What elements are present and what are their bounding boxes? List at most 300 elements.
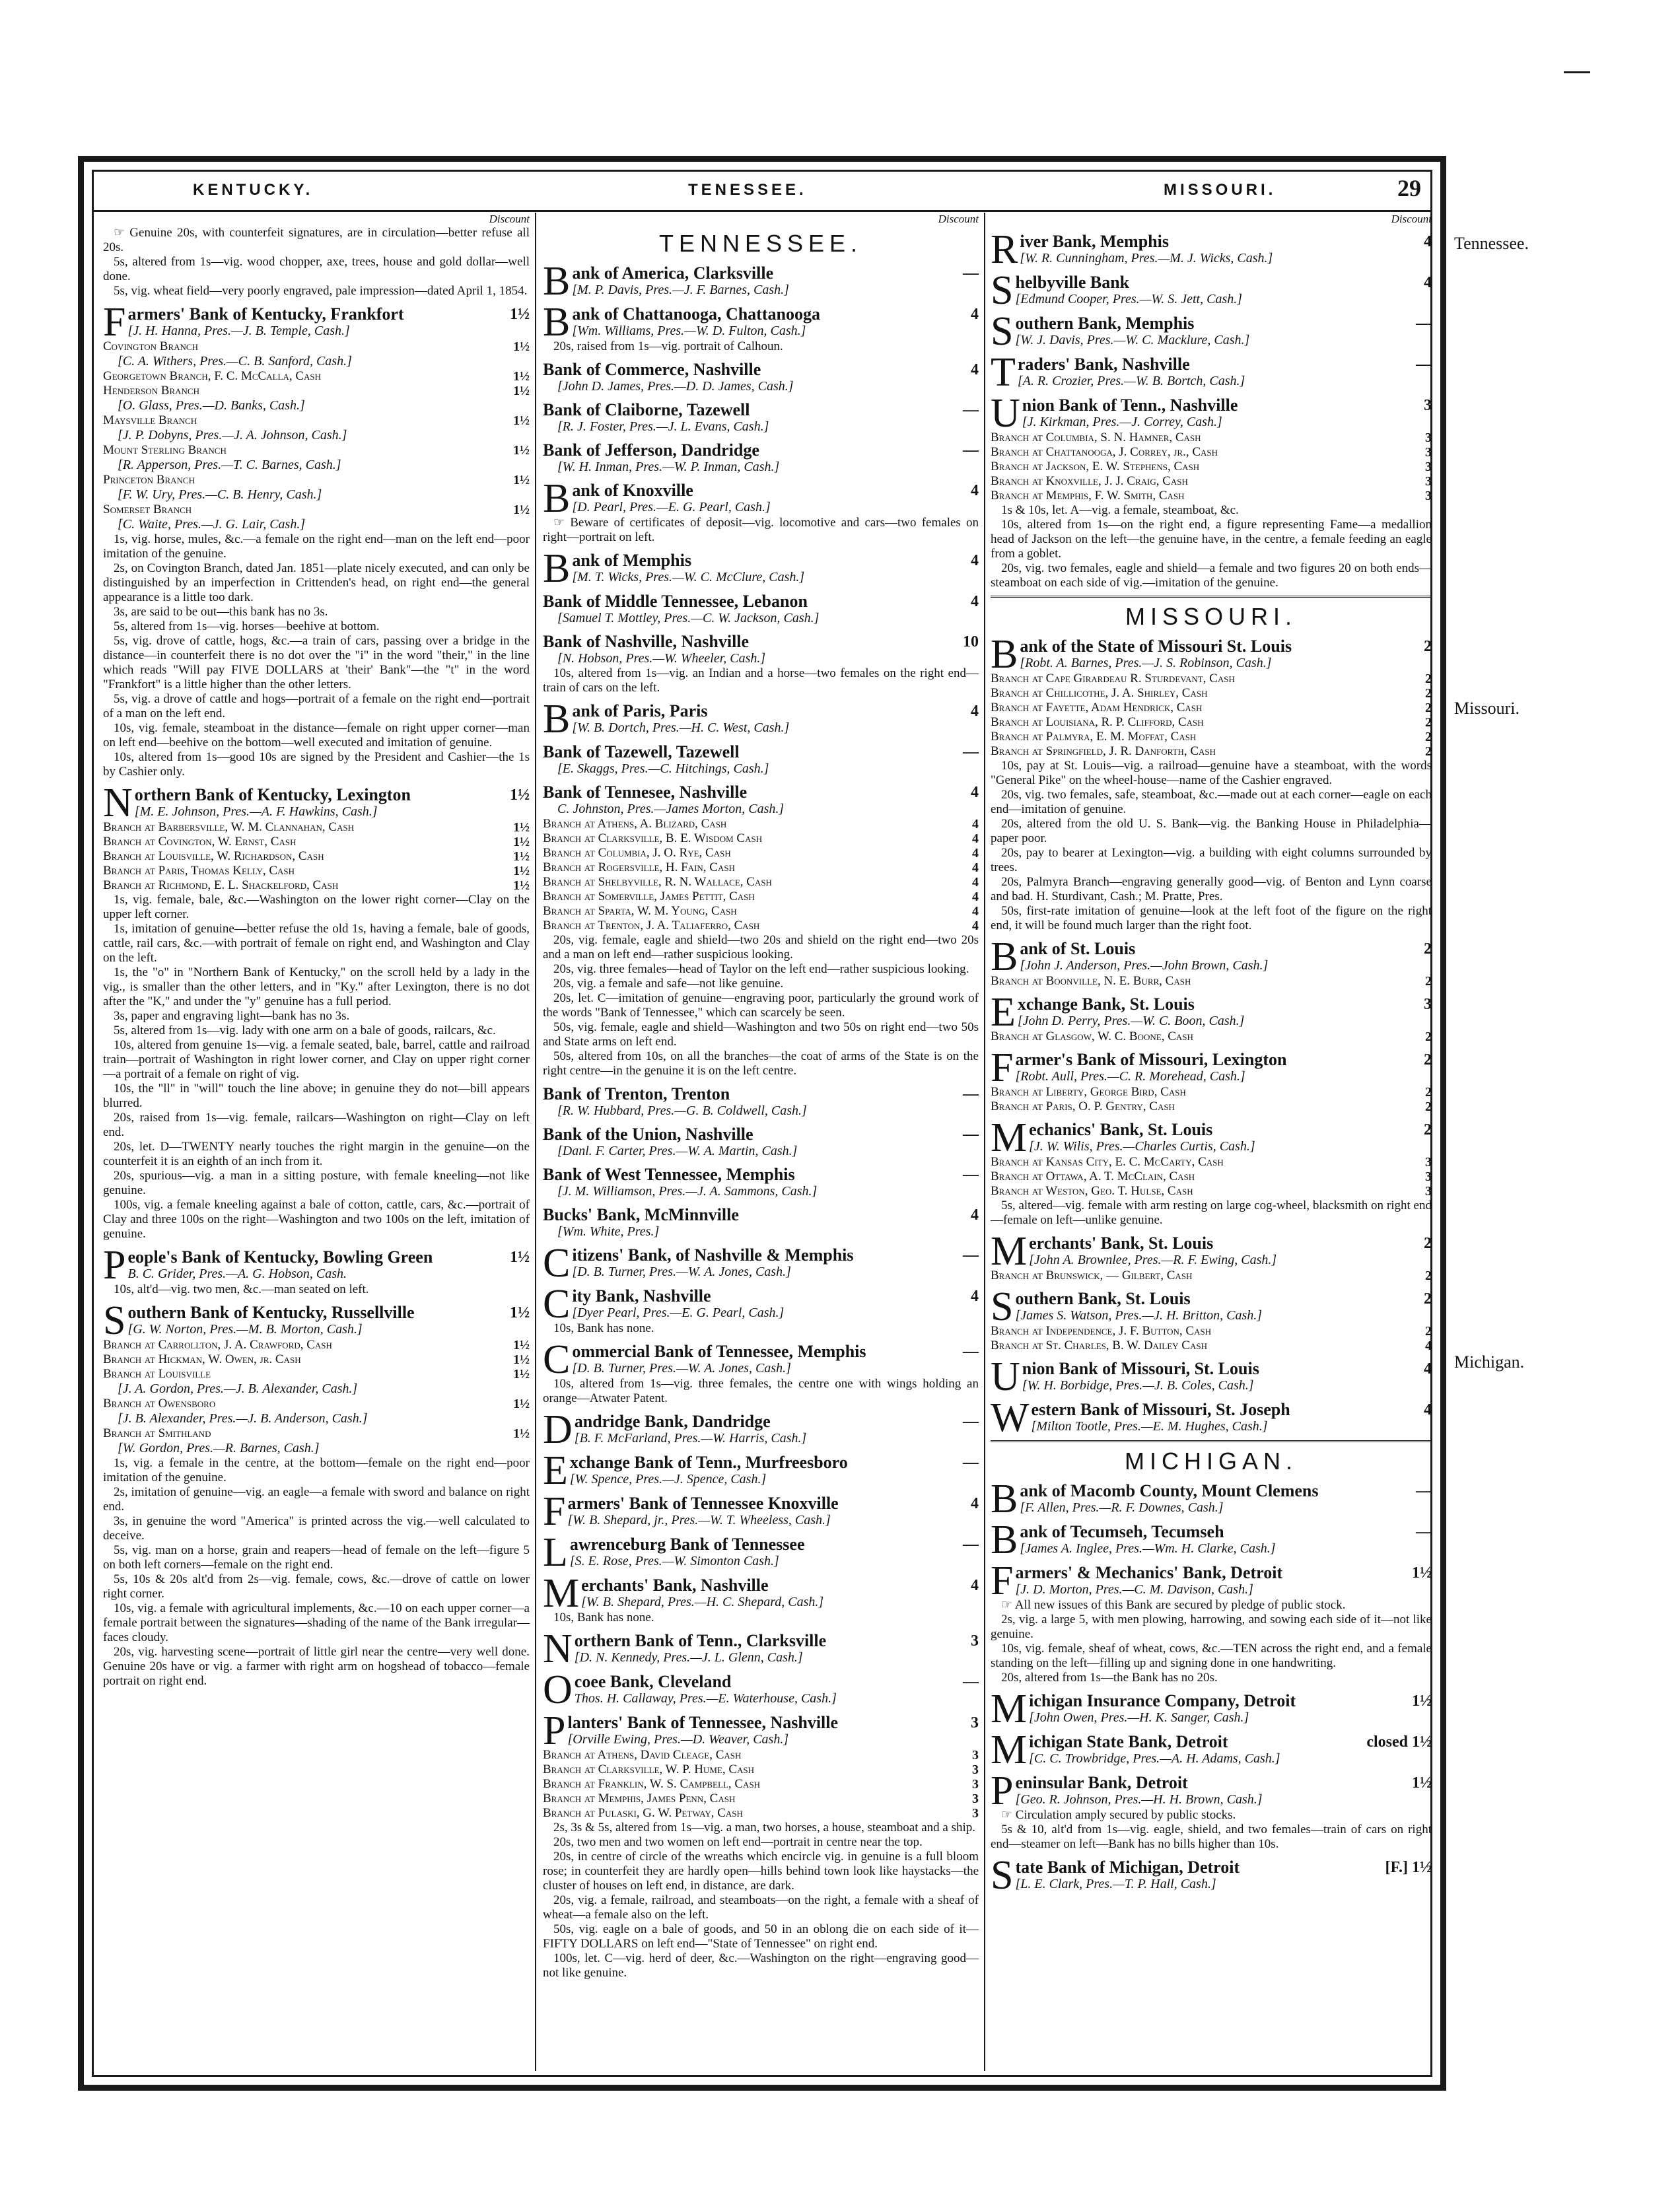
counterfeit-note: 5s, altered from 1s—vig. lady with one arm on a bale of goods, railcars, &c.	[114, 1024, 496, 1037]
bank-initial: S	[991, 309, 1014, 354]
bank-entry	[991, 934, 1432, 979]
branch-row	[543, 1748, 979, 1763]
bank-initial: S	[991, 268, 1014, 313]
branch-officers: [C. A. Withers, Pres.—C. B. Sanford, Cash.]	[118, 354, 352, 368]
bank-officers: [J. D. Morton, Pres.—C. M. Davison, Cash.]	[1015, 1582, 1253, 1597]
branch-rate: 1½	[513, 1397, 530, 1411]
bank-name: nion Bank of Missouri, St. Louis	[1022, 1359, 1259, 1378]
branch-name: Branch at Glasgow, W. C. Boone, Cash	[991, 1030, 1193, 1043]
bank-entry	[991, 309, 1432, 354]
bank-initial: C	[543, 1241, 571, 1286]
bank-initial: F	[991, 1045, 1014, 1090]
branch-rate: 4	[972, 919, 979, 933]
branch-name: Branch at Smithland	[103, 1426, 211, 1440]
branch-rate: 3	[1425, 431, 1432, 445]
counterfeit-note: 10s, Bank has none.	[553, 1611, 654, 1624]
branch-officers: [W. Gordon, Pres.—R. Barnes, Cash.]	[118, 1441, 320, 1455]
bank-officers: [G. W. Norton, Pres.—M. B. Morton, Cash.]	[127, 1322, 363, 1337]
branch-rate: 1½	[513, 384, 530, 398]
bank-officers: C. Johnston, Pres.—James Morton, Cash.]	[557, 802, 785, 816]
bank-name: armer's Bank of Missouri, Lexington	[1015, 1050, 1287, 1069]
bank-entry	[543, 633, 979, 666]
branch-row	[991, 1100, 1432, 1114]
bank-entry	[991, 1229, 1432, 1274]
branch-row	[991, 686, 1432, 701]
bank-entry	[543, 1571, 979, 1616]
branch-rate: 3	[1425, 1169, 1432, 1184]
branch-row	[543, 817, 979, 831]
bank-initial: P	[991, 1768, 1014, 1813]
branch-row	[103, 503, 530, 517]
branch-row	[991, 445, 1432, 460]
section-title-tennessee: TENNESSEE.	[658, 230, 863, 257]
branch-name: Branch at Pulaski, G. W. Petway, Cash	[543, 1806, 743, 1820]
bank-initial: L	[543, 1530, 568, 1575]
bank-initial: C	[543, 1337, 571, 1382]
page-number: 29	[1397, 175, 1421, 201]
bank-officers: [D. Pearl, Pres.—E. G. Pearl, Cash.]	[572, 500, 771, 514]
bank-entry	[543, 441, 979, 475]
bank-name: ank of Chattanooga, Chattanooga	[572, 304, 820, 324]
bank-officers: [M. P. Davis, Pres.—J. F. Barnes, Cash.]	[572, 283, 789, 297]
bank-initial: N	[103, 781, 133, 825]
bank-officers: [F. Allen, Pres.—R. F. Downes, Cash.]	[1020, 1500, 1224, 1515]
branch-rate: 2	[1425, 744, 1432, 759]
branch-row	[543, 919, 979, 933]
bank-name-line	[543, 441, 979, 460]
discount-label: Discount	[938, 213, 979, 225]
bank-initial: B	[991, 632, 1018, 677]
bank-officers: [John J. Anderson, Pres.—John Brown, Cash.]	[1020, 958, 1269, 973]
bank-name: ank of Paris, Paris	[572, 701, 708, 720]
bank-rate: 4	[1424, 233, 1432, 250]
bank-name: ank of Knoxville	[572, 481, 693, 500]
branch-row	[991, 1030, 1432, 1044]
bank-name: ank of Memphis	[572, 551, 691, 570]
bank-initial: E	[543, 1448, 568, 1493]
branch-row	[543, 1806, 979, 1821]
bank-initial: E	[991, 990, 1016, 1035]
bank-officers: [Geo. R. Johnson, Pres.—H. H. Brown, Cash.]	[1015, 1792, 1263, 1807]
bank-officers: [Samuel T. Mottley, Pres.—C. W. Jackson, Cash.]	[557, 611, 820, 625]
bank-officers: B. C. Grider, Pres.—A. G. Hobson, Cash.	[127, 1267, 347, 1281]
bank-initial: M	[543, 1571, 580, 1616]
branch-row	[543, 1792, 979, 1806]
counterfeit-note: 3s, are said to be out—this bank has no 3s.	[114, 605, 328, 619]
bank-entry	[543, 1282, 979, 1327]
branch-name: Branch at Shelbyville, R. N. Wallace, Cash	[543, 875, 772, 889]
bank-rate: —	[963, 1673, 979, 1691]
bank-name: ichigan State Bank, Detroit	[1029, 1732, 1228, 1751]
discount-label: Discount	[489, 213, 530, 225]
bank-name-line	[543, 401, 979, 419]
bank-name-line	[543, 633, 979, 651]
counterfeit-note: 10s, altered from 1s—vig. three females, the centre one with wings holding an orange—Atwater Patent.	[543, 1377, 979, 1405]
branch-rate: 2	[1425, 1085, 1432, 1100]
bank-entry	[543, 1241, 979, 1286]
bank-officers: [John Owen, Pres.—H. K. Sanger, Cash.]	[1029, 1710, 1249, 1725]
bank-rate: 4	[971, 552, 979, 569]
branch-row	[991, 460, 1432, 474]
bank-name: eninsular Bank, Detroit	[1015, 1773, 1188, 1792]
bank-name: ommercial Bank of Tennessee, Memphis	[572, 1342, 866, 1361]
branch-name: Branch at Memphis, James Penn, Cash	[543, 1792, 736, 1805]
bank-rate: 1½	[510, 786, 530, 804]
branch-rate: 1½	[513, 369, 530, 384]
section-title-missouri: MISSOURI.	[1125, 603, 1297, 630]
bank-rate: 4	[971, 593, 979, 610]
bank-name: Bank of Tazewell, Tazewell	[543, 742, 740, 761]
bank-initial: R	[991, 227, 1018, 272]
bank-name: armers' Bank of Tennessee Knoxville	[567, 1494, 839, 1513]
bank-name: Bank of Trenton, Trenton	[543, 1084, 730, 1103]
bank-name: nion Bank of Tenn., Nashville	[1022, 396, 1238, 415]
bank-initial: S	[103, 1298, 126, 1343]
counterfeit-note: 10s, vig. a female with agricultural implements, &c.—10 on each upper corner—a female portrait between the signatures—shading of the name of the Bank irregular—faces cloudy.	[103, 1601, 530, 1644]
bank-officers: [W. B. Dortch, Pres.—H. C. West, Cash.]	[572, 720, 790, 735]
branch-rate: 2	[1425, 715, 1432, 730]
branch-rate: 2	[1425, 730, 1432, 744]
bank-name: tate Bank of Michigan, Detroit	[1015, 1858, 1240, 1877]
bank-rate: —	[963, 744, 979, 761]
bank-officers: [B. F. McFarland, Pres.—W. Harris, Cash.]	[574, 1431, 807, 1446]
branch-name: Branch at St. Charles, B. W. Dailey Cash	[991, 1339, 1207, 1352]
counterfeit-note: 20s, vig. female, eagle and shield—two 20s and shield on the right end—two 20s and a man on left end—rather suspicious looking.	[543, 933, 979, 961]
branch-row	[103, 384, 530, 398]
branch-rate: 4	[972, 817, 979, 831]
counterfeit-note: 1s, vig. horse, mules, &c.—a female on the right end—man on the left end—poor imitation of the genuine.	[103, 532, 530, 561]
bank-officers: [S. E. Rose, Pres.—W. Simonton Cash.]	[569, 1554, 779, 1568]
branch-rate: 1½	[513, 503, 530, 517]
bank-name-line	[543, 1125, 979, 1144]
branch-row	[543, 831, 979, 846]
bank-name: Bank of Jefferson, Dandridge	[543, 440, 759, 460]
counterfeit-note: ☞ Beware of certificates of deposit—vig. locomotive and cars—two females on right—portrait on left.	[543, 516, 979, 544]
branch-row	[103, 1367, 530, 1381]
bank-rate: 10	[963, 633, 979, 650]
counterfeit-note: 1s, vig. a female in the centre, at the bottom—female on the right end—poor imitation of the genuine.	[103, 1456, 530, 1484]
branch-name: Somerset Branch	[103, 503, 192, 516]
bank-entry	[991, 1477, 1432, 1521]
branch-rate: 1½	[513, 413, 530, 428]
branch-rate: 1½	[513, 473, 530, 487]
bank-rate: —	[1416, 1483, 1432, 1500]
counterfeit-note: 10s, alt'd—vig. two men, &c.—man seated on left.	[114, 1282, 369, 1296]
bank-officers: [M. T. Wicks, Pres.—W. C. McClure, Cash.]	[572, 570, 805, 584]
bank-officers: [W. J. Davis, Pres.—W. C. Macklure, Cash.]	[1015, 333, 1250, 347]
bank-rate: 4	[971, 703, 979, 720]
bank-officers: [D. B. Turner, Pres.—W. A. Jones, Cash.]	[572, 1265, 791, 1279]
branch-row	[991, 474, 1432, 489]
bank-initial: C	[543, 1282, 571, 1327]
bank-entry	[543, 1626, 979, 1671]
branch-row	[991, 974, 1432, 989]
bank-rate: 2	[1424, 1235, 1432, 1252]
bank-entry	[543, 1530, 979, 1575]
bank-initial: F	[543, 1489, 566, 1534]
counterfeit-note: 20s, two men and two women on left end—portrait in centre near the top.	[553, 1835, 923, 1849]
bank-initial: O	[543, 1667, 573, 1712]
bank-entry	[543, 361, 979, 394]
counterfeit-note: 50s, altered from 10s, on all the branches—the coat of arms of the State is on the right centre—in the genuine it is on the left centre.	[543, 1049, 979, 1078]
bank-initial: B	[543, 300, 571, 345]
bank-entry	[991, 1115, 1432, 1160]
bank-rate: 4	[971, 1495, 979, 1512]
bank-name: Bank of Nashville, Nashville	[543, 632, 750, 651]
bank-rate: 4	[971, 1288, 979, 1305]
bank-initial: B	[991, 934, 1018, 979]
branch-rate: 2	[1425, 1030, 1432, 1044]
bank-rate: 1½	[510, 1304, 530, 1321]
bank-entry	[991, 1768, 1432, 1813]
branch-rate: 2	[1425, 974, 1432, 989]
bank-entry	[991, 268, 1432, 313]
bank-entry	[991, 1687, 1432, 1731]
branch-rate: 1½	[513, 878, 530, 893]
counterfeit-note: 20s, vig. three females—head of Taylor on the left end—rather suspicious looking.	[553, 962, 969, 976]
bank-entry	[543, 743, 979, 777]
branch-name: Branch at Sparta, W. M. Young, Cash	[543, 904, 737, 918]
branch-row	[543, 1763, 979, 1777]
bank-name: armers' & Mechanics' Bank, Detroit	[1015, 1563, 1283, 1582]
bank-name: orthern Bank of Kentucky, Lexington	[134, 785, 411, 804]
bank-officers: [Wm. Williams, Pres.—W. D. Fulton, Cash.]	[572, 324, 806, 338]
margin-label-missouri: Missouri.	[1454, 699, 1520, 718]
bank-entry	[991, 1354, 1432, 1399]
bank-entry	[543, 1125, 979, 1159]
branch-name: Branch at Owensboro	[103, 1397, 216, 1411]
branch-row	[103, 443, 530, 458]
bank-name: helbyville Bank	[1015, 273, 1130, 292]
bank-name: Bank of the Union, Nashville	[543, 1125, 753, 1144]
branch-name: Branch at Ottawa, A. T. McClain, Cash	[991, 1169, 1195, 1183]
branch-row	[543, 1777, 979, 1792]
bank-officers: [J. Kirkman, Pres.—J. Correy, Cash.]	[1022, 415, 1222, 429]
bank-entry	[543, 1337, 979, 1382]
branch-rate: 4	[972, 904, 979, 919]
bank-officers: [Wm. White, Pres.]	[557, 1224, 660, 1239]
counterfeit-note: ☞ Circulation amply secured by public stocks.	[1001, 1808, 1236, 1822]
bank-officers: [D. B. Turner, Pres.—W. A. Jones, Cash.]	[572, 1361, 791, 1376]
counterfeit-note: 20s, raised from 1s—vig. portrait of Calhoun.	[553, 339, 783, 353]
bank-initial: B	[543, 476, 571, 521]
counterfeit-note: 10s, Bank has none.	[553, 1321, 654, 1335]
branch-name: Branch at Paris, Thomas Kelly, Cash	[103, 864, 295, 878]
branch-rate: 3	[1425, 489, 1432, 503]
counterfeit-note: 5s, altered from 1s—vig. wood chopper, axe, trees, house and gold dollar—well done.	[103, 255, 530, 283]
branch-rate: 4	[972, 875, 979, 890]
bank-initial: B	[543, 546, 571, 591]
counterfeit-note: 20s, altered from 1s—the Bank has no 20s.	[1001, 1671, 1218, 1685]
counterfeit-note: 20s, let. D—TWENTY nearly touches the right margin in the genuine—on the counterfeit it is an eighth of an inch from it.	[103, 1140, 530, 1168]
bank-officers: [John D. Perry, Pres.—W. C. Boon, Cash.]	[1017, 1014, 1245, 1028]
bank-entry	[991, 1518, 1432, 1562]
bank-entry	[543, 1489, 979, 1534]
bank-name: raders' Bank, Nashville	[1017, 355, 1190, 374]
bank-entry	[543, 1407, 979, 1452]
branch-name: Branch at Boonville, N. E. Burr, Cash	[991, 974, 1191, 988]
branch-name: Branch at Clarksville, W. P. Hume, Cash	[543, 1763, 754, 1776]
counterfeit-note: 10s, pay at St. Louis—vig. a railroad—genuine have a steamboat, with the words "General Pike" on the wheel-house—name of the Cashier engraved.	[991, 759, 1432, 787]
bank-name: orthern Bank of Tenn., Clarksville	[574, 1631, 827, 1650]
bank-entry	[991, 1395, 1432, 1440]
branch-rate: 3	[1425, 460, 1432, 474]
branch-rate: 4	[972, 890, 979, 904]
bank-officers: [N. Hobson, Pres.—W. Wheeler, Cash.]	[557, 651, 766, 666]
branch-name: Branch at Trenton, J. A. Taliaferro, Cash	[543, 919, 760, 932]
bank-rate: 4	[971, 784, 979, 801]
bank-name: Bank of Commerce, Nashville	[543, 360, 761, 379]
branch-row	[991, 730, 1432, 744]
bank-rate: —	[963, 1343, 979, 1360]
counterfeit-note: 50s, first-rate imitation of genuine—look at the left foot of the figure on the right end, it will be found much larger than the right foot.	[991, 904, 1432, 932]
bank-officers: [W. H. Inman, Pres.—W. P. Inman, Cash.]	[557, 460, 780, 474]
bank-name: armers' Bank of Kentucky, Frankfort	[127, 304, 404, 324]
branch-row	[543, 904, 979, 919]
discount-label: Discount	[1391, 213, 1432, 225]
branch-row	[991, 701, 1432, 715]
branch-officers: [J. B. Alexander, Pres.—J. B. Anderson, Cash.]	[118, 1411, 368, 1426]
counterfeit-note: 5s, vig. wheat field—very poorly engraved, pale impression—dated April 1, 1854.	[114, 284, 528, 298]
bank-officers: Thos. H. Callaway, Pres.—E. Waterhouse, Cash.]	[574, 1691, 837, 1706]
branch-row	[103, 1426, 530, 1441]
bank-name: outhern Bank, St. Louis	[1015, 1289, 1191, 1308]
counterfeit-note: 20s, pay to bearer at Lexington—vig. a building with eight columns surrounded by trees.	[991, 846, 1432, 874]
branch-rate: 3	[1425, 445, 1432, 460]
branch-rate: 2	[1425, 672, 1432, 686]
bank-initial: T	[991, 350, 1016, 395]
bank-rate: —	[963, 1413, 979, 1430]
branch-rate: 3	[972, 1777, 979, 1792]
margin-label-tennessee: Tennessee.	[1454, 234, 1529, 253]
bank-initial: W	[991, 1395, 1030, 1440]
counterfeit-note: ☞ Genuine 20s, with counterfeit signatures, are in circulation—better refuse all 20s.	[103, 226, 530, 254]
bank-officers: [James A. Inglee, Pres.—Wm. H. Clarke, Cash.]	[1020, 1541, 1276, 1556]
bank-officers: [R. W. Hubbard, Pres.—G. B. Coldwell, Cash.]	[557, 1103, 807, 1118]
branch-name: Branch at Covington, W. Ernst, Cash	[103, 835, 297, 849]
branch-name: Branch at Paris, O. P. Gentry, Cash	[991, 1100, 1175, 1113]
bank-name-line	[543, 1206, 979, 1224]
counterfeit-note: 2s, on Covington Branch, dated Jan. 1851—plate nicely executed, and can only be distinguished by an imperfection in Crittenden's head, on right end—the general appearance is a little too dark.	[103, 561, 530, 604]
branch-rate: 2	[1425, 1324, 1432, 1339]
bank-name-line	[543, 592, 979, 611]
branch-name: Branch at Louisville, W. Richardson, Cash	[103, 849, 324, 863]
counterfeit-note: 20s, vig. two females, safe, steamboat, &c.—made out at each corner—eagle on each end—imitation of genuine.	[991, 788, 1432, 816]
bank-rate: 4	[971, 482, 979, 499]
bank-name-line	[543, 743, 979, 761]
branch-row	[991, 489, 1432, 503]
counterfeit-note: 5s, altered—vig. female with arm resting on large cog-wheel, blacksmith on right end—female on left—unlike genuine.	[991, 1199, 1432, 1227]
bank-rate: 2	[1424, 1051, 1432, 1068]
counterfeit-note: 20s, Palmyra Branch—engraving generally good—vig. of Benton and Lynn coarse and bad. H. Sturdivant, Cash.; M. Pratte, Pres.	[991, 875, 1432, 903]
branch-row	[103, 864, 530, 878]
counterfeit-note: 20s, vig. a female and safe—not like genuine.	[553, 977, 784, 991]
margin-mark	[1564, 71, 1590, 73]
bank-entry	[543, 546, 979, 591]
bank-name: erchants' Bank, Nashville	[581, 1576, 769, 1595]
bank-initial: F	[991, 1558, 1014, 1603]
bank-entry	[543, 592, 979, 626]
branch-row	[103, 473, 530, 487]
counterfeit-note: 10s, altered from 1s—on the right end, a figure representing Fame—a medallion head of Jackson on the left—the genuine have, in the centre, a female feeding an eagle from a goblet.	[991, 518, 1432, 561]
bank-name: Bank of Claiborne, Tazewell	[543, 400, 750, 419]
branch-name: Branch at Athens, David Cleage, Cash	[543, 1748, 742, 1762]
bank-rate: 3	[1424, 397, 1432, 414]
bank-name: awrenceburg Bank of Tennessee	[569, 1535, 805, 1554]
bank-name: ank of St. Louis	[1020, 939, 1136, 958]
branch-rate: 1½	[513, 1338, 530, 1352]
bank-name-line	[543, 1085, 979, 1103]
bank-name: outhern Bank of Kentucky, Russellville	[127, 1303, 415, 1322]
bank-name: eople's Bank of Kentucky, Bowling Green	[127, 1247, 433, 1267]
branch-name: Branch at Barbersville, W. M. Clannahan, Cash	[103, 820, 355, 834]
bank-rate: —	[963, 1126, 979, 1143]
bank-name: ank of the State of Missouri St. Louis	[1020, 637, 1292, 656]
branch-name: Branch at Rogersville, H. Fain, Cash	[543, 860, 735, 874]
bank-rate: 3	[971, 1632, 979, 1650]
bank-initial: D	[543, 1407, 573, 1452]
branch-name: Branch at Chillicothe, J. A. Shirley, Cash	[991, 686, 1208, 700]
bank-officers: [Danl. F. Carter, Pres.—W. A. Martin, Cash.]	[557, 1144, 798, 1158]
branch-rate: 3	[1425, 474, 1432, 489]
bank-officers: [Edmund Cooper, Pres.—W. S. Jett, Cash.]	[1015, 292, 1243, 306]
branch-officers: [O. Glass, Pres.—D. Banks, Cash.]	[118, 398, 305, 413]
bank-entry	[991, 350, 1432, 395]
bank-name: itizens' Bank, of Nashville & Memphis	[572, 1245, 854, 1265]
branch-rate: 1½	[513, 864, 530, 878]
branch-rate: 3	[972, 1806, 979, 1821]
branch-name: Branch at Cape Girardeau R. Sturdevant, Cash	[991, 672, 1235, 685]
bank-initial: B	[543, 697, 571, 742]
bank-officers: [Milton Tootle, Pres.—E. M. Hughes, Cash.]	[1031, 1419, 1268, 1434]
bank-name: outhern Bank, Memphis	[1015, 314, 1195, 333]
branch-rate: 1½	[513, 849, 530, 864]
bank-officers: [John A. Brownlee, Pres.—R. F. Ewing, Cash.]	[1029, 1253, 1277, 1267]
bank-entry	[543, 1448, 979, 1493]
branch-name: Branch at Clarksville, B. E. Wisdom Cash	[543, 831, 763, 845]
branch-rate: 1½	[513, 820, 530, 835]
header-missouri: MISSOURI.	[1164, 181, 1277, 199]
bank-name: Bucks' Bank, McMinnville	[543, 1205, 739, 1224]
bank-name: Bank of Tennesee, Nashville	[543, 783, 748, 802]
counterfeit-note: 10s, the "ll" in "will" touch the line above; in genuine they do not—bill appears blurred.	[103, 1082, 530, 1110]
bank-entry	[103, 1243, 530, 1288]
branch-officers: [R. Apperson, Pres.—T. C. Barnes, Cash.]	[118, 458, 341, 472]
bank-officers: [D. N. Kennedy, Pres.—J. L. Glenn, Cash.]	[574, 1650, 803, 1665]
branch-row	[991, 1169, 1432, 1184]
branch-row	[103, 369, 530, 384]
bank-entry	[543, 697, 979, 742]
branch-name: Branch at Kansas City, E. C. McCarty, Cash	[991, 1155, 1224, 1169]
bank-initial: S	[991, 1284, 1014, 1329]
counterfeit-note: 2s, imitation of genuine—vig. an eagle—a female with sword and balance on right end.	[103, 1485, 530, 1514]
bank-initial: M	[991, 1229, 1028, 1274]
bank-initial: F	[103, 300, 126, 345]
counterfeit-note: 20s, vig. a female, railroad, and steamboats—on the right, a female with a sheaf of wheat—a female also on the left.	[543, 1893, 979, 1922]
bank-rate: [F.] 1½	[1385, 1859, 1432, 1876]
bank-entry	[103, 300, 530, 345]
page-frame-inner	[92, 170, 1432, 2077]
bank-officers: [C. C. Trowbridge, Pres.—A. H. Adams, Cash.]	[1029, 1751, 1280, 1766]
bank-name: ank of America, Clarksville	[572, 263, 774, 283]
branch-officers: [C. Waite, Pres.—J. G. Lair, Cash.]	[118, 517, 306, 532]
branch-rate: 3	[1425, 1184, 1432, 1199]
bank-initial: B	[543, 259, 571, 304]
bank-name: coee Bank, Cleveland	[574, 1672, 732, 1691]
branch-name: Princeton Branch	[103, 473, 195, 487]
column-rule	[984, 213, 985, 2071]
bank-rate: 1½	[1412, 1774, 1432, 1792]
